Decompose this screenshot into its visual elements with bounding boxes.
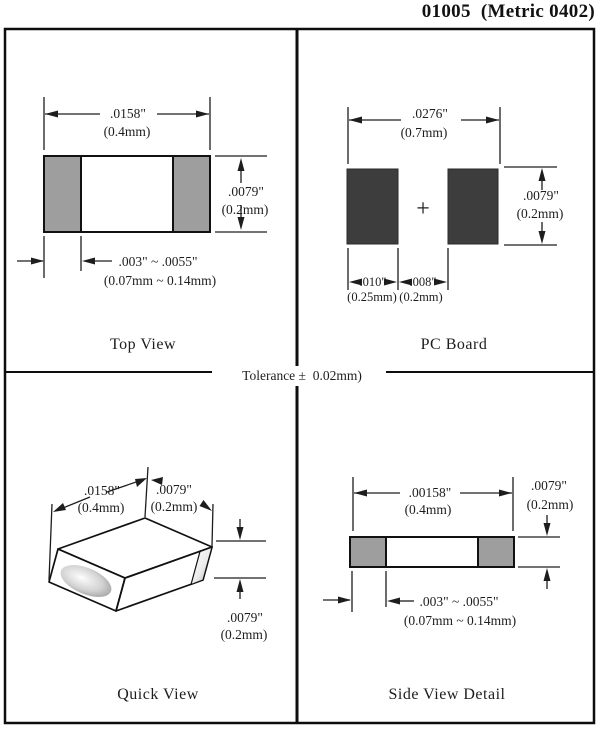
side-view-length-mm: (0.4mm) — [404, 502, 452, 517]
quick-view-width-dimension — [151, 477, 213, 546]
right-terminal — [173, 156, 210, 232]
side-right-terminal — [478, 537, 514, 567]
top-view-length-mm: (0.4mm) — [103, 124, 151, 139]
side-view-terminal-mm: (0.07mm ~ 0.14mm) — [403, 613, 517, 628]
top-view-terminal-in: .003" ~ .0055" — [118, 254, 198, 269]
pc-board-panel — [347, 106, 563, 353]
side-view-terminal-in: .003" ~ .0055" — [419, 594, 499, 609]
top-view-height-in: .0079" — [228, 184, 264, 199]
right-pad — [448, 169, 498, 244]
top-view-label: Top View — [109, 336, 177, 353]
pc-board-height-dimension — [504, 167, 563, 245]
quick-view-length-dimension — [49, 467, 148, 580]
quick-view-panel — [49, 467, 267, 703]
pc-board-pad-mm: (0.25mm) — [347, 290, 397, 304]
quick-view-height-in: .0079" — [227, 610, 263, 625]
top-view-terminal-mm: (0.07mm ~ 0.14mm) — [103, 273, 217, 288]
side-left-terminal — [350, 537, 386, 567]
side-view-label: Side View Detail — [388, 686, 506, 703]
side-view-panel — [323, 477, 573, 703]
quick-view-width-in: .0079" — [156, 482, 192, 497]
side-view-height-dimension — [518, 478, 573, 589]
top-view-length-in: .0158" — [110, 106, 146, 121]
quick-view-width-mm: (0.2mm) — [150, 499, 198, 514]
pc-board-span-in: .0276" — [412, 106, 448, 121]
side-view-height-mm: (0.2mm) — [526, 497, 574, 512]
pc-board-pad-in: .010" — [359, 275, 387, 289]
top-view-panel — [17, 97, 268, 353]
pad-center-mark: + — [416, 196, 430, 222]
quick-view-height-mm: (0.2mm) — [220, 627, 268, 642]
quick-view-height-dimension — [214, 519, 267, 642]
chip-3d-illustration — [49, 518, 212, 611]
side-view-length-in: .00158" — [408, 485, 452, 500]
pc-board-height-in: .0079" — [523, 188, 559, 203]
left-pad — [347, 169, 398, 244]
side-view-length-dimension — [353, 477, 513, 531]
top-view-height-mm: (0.2mm) — [221, 202, 269, 217]
quick-view-length-mm: (0.4mm) — [77, 500, 125, 515]
tolerance-note: Tolerance ± 0.02mm) — [242, 368, 362, 383]
top-view-terminal-dimension — [17, 236, 216, 288]
quick-view-length-in: .0158" — [84, 483, 120, 498]
pc-board-height-mm: (0.2mm) — [516, 206, 564, 221]
pc-board-pad-gap-dimensions — [347, 248, 448, 304]
page-title: 01005 (Metric 0402) — [421, 1, 595, 22]
top-view-length-dimension — [44, 97, 210, 150]
pc-board-label: PC Board — [420, 336, 488, 353]
left-terminal — [44, 156, 81, 232]
pc-board-span-mm: (0.7mm) — [400, 125, 448, 140]
top-view-height-dimension — [215, 156, 268, 232]
quick-view-label: Quick View — [117, 686, 199, 703]
chip-left-cap-recess — [56, 558, 116, 603]
side-view-terminal-dimension — [323, 571, 516, 628]
side-view-height-in: .0079" — [531, 478, 567, 493]
pc-board-gap-in: .008" — [409, 275, 437, 289]
pc-board-span-dimension — [348, 106, 500, 164]
pc-board-gap-mm: (0.2mm) — [399, 290, 443, 304]
